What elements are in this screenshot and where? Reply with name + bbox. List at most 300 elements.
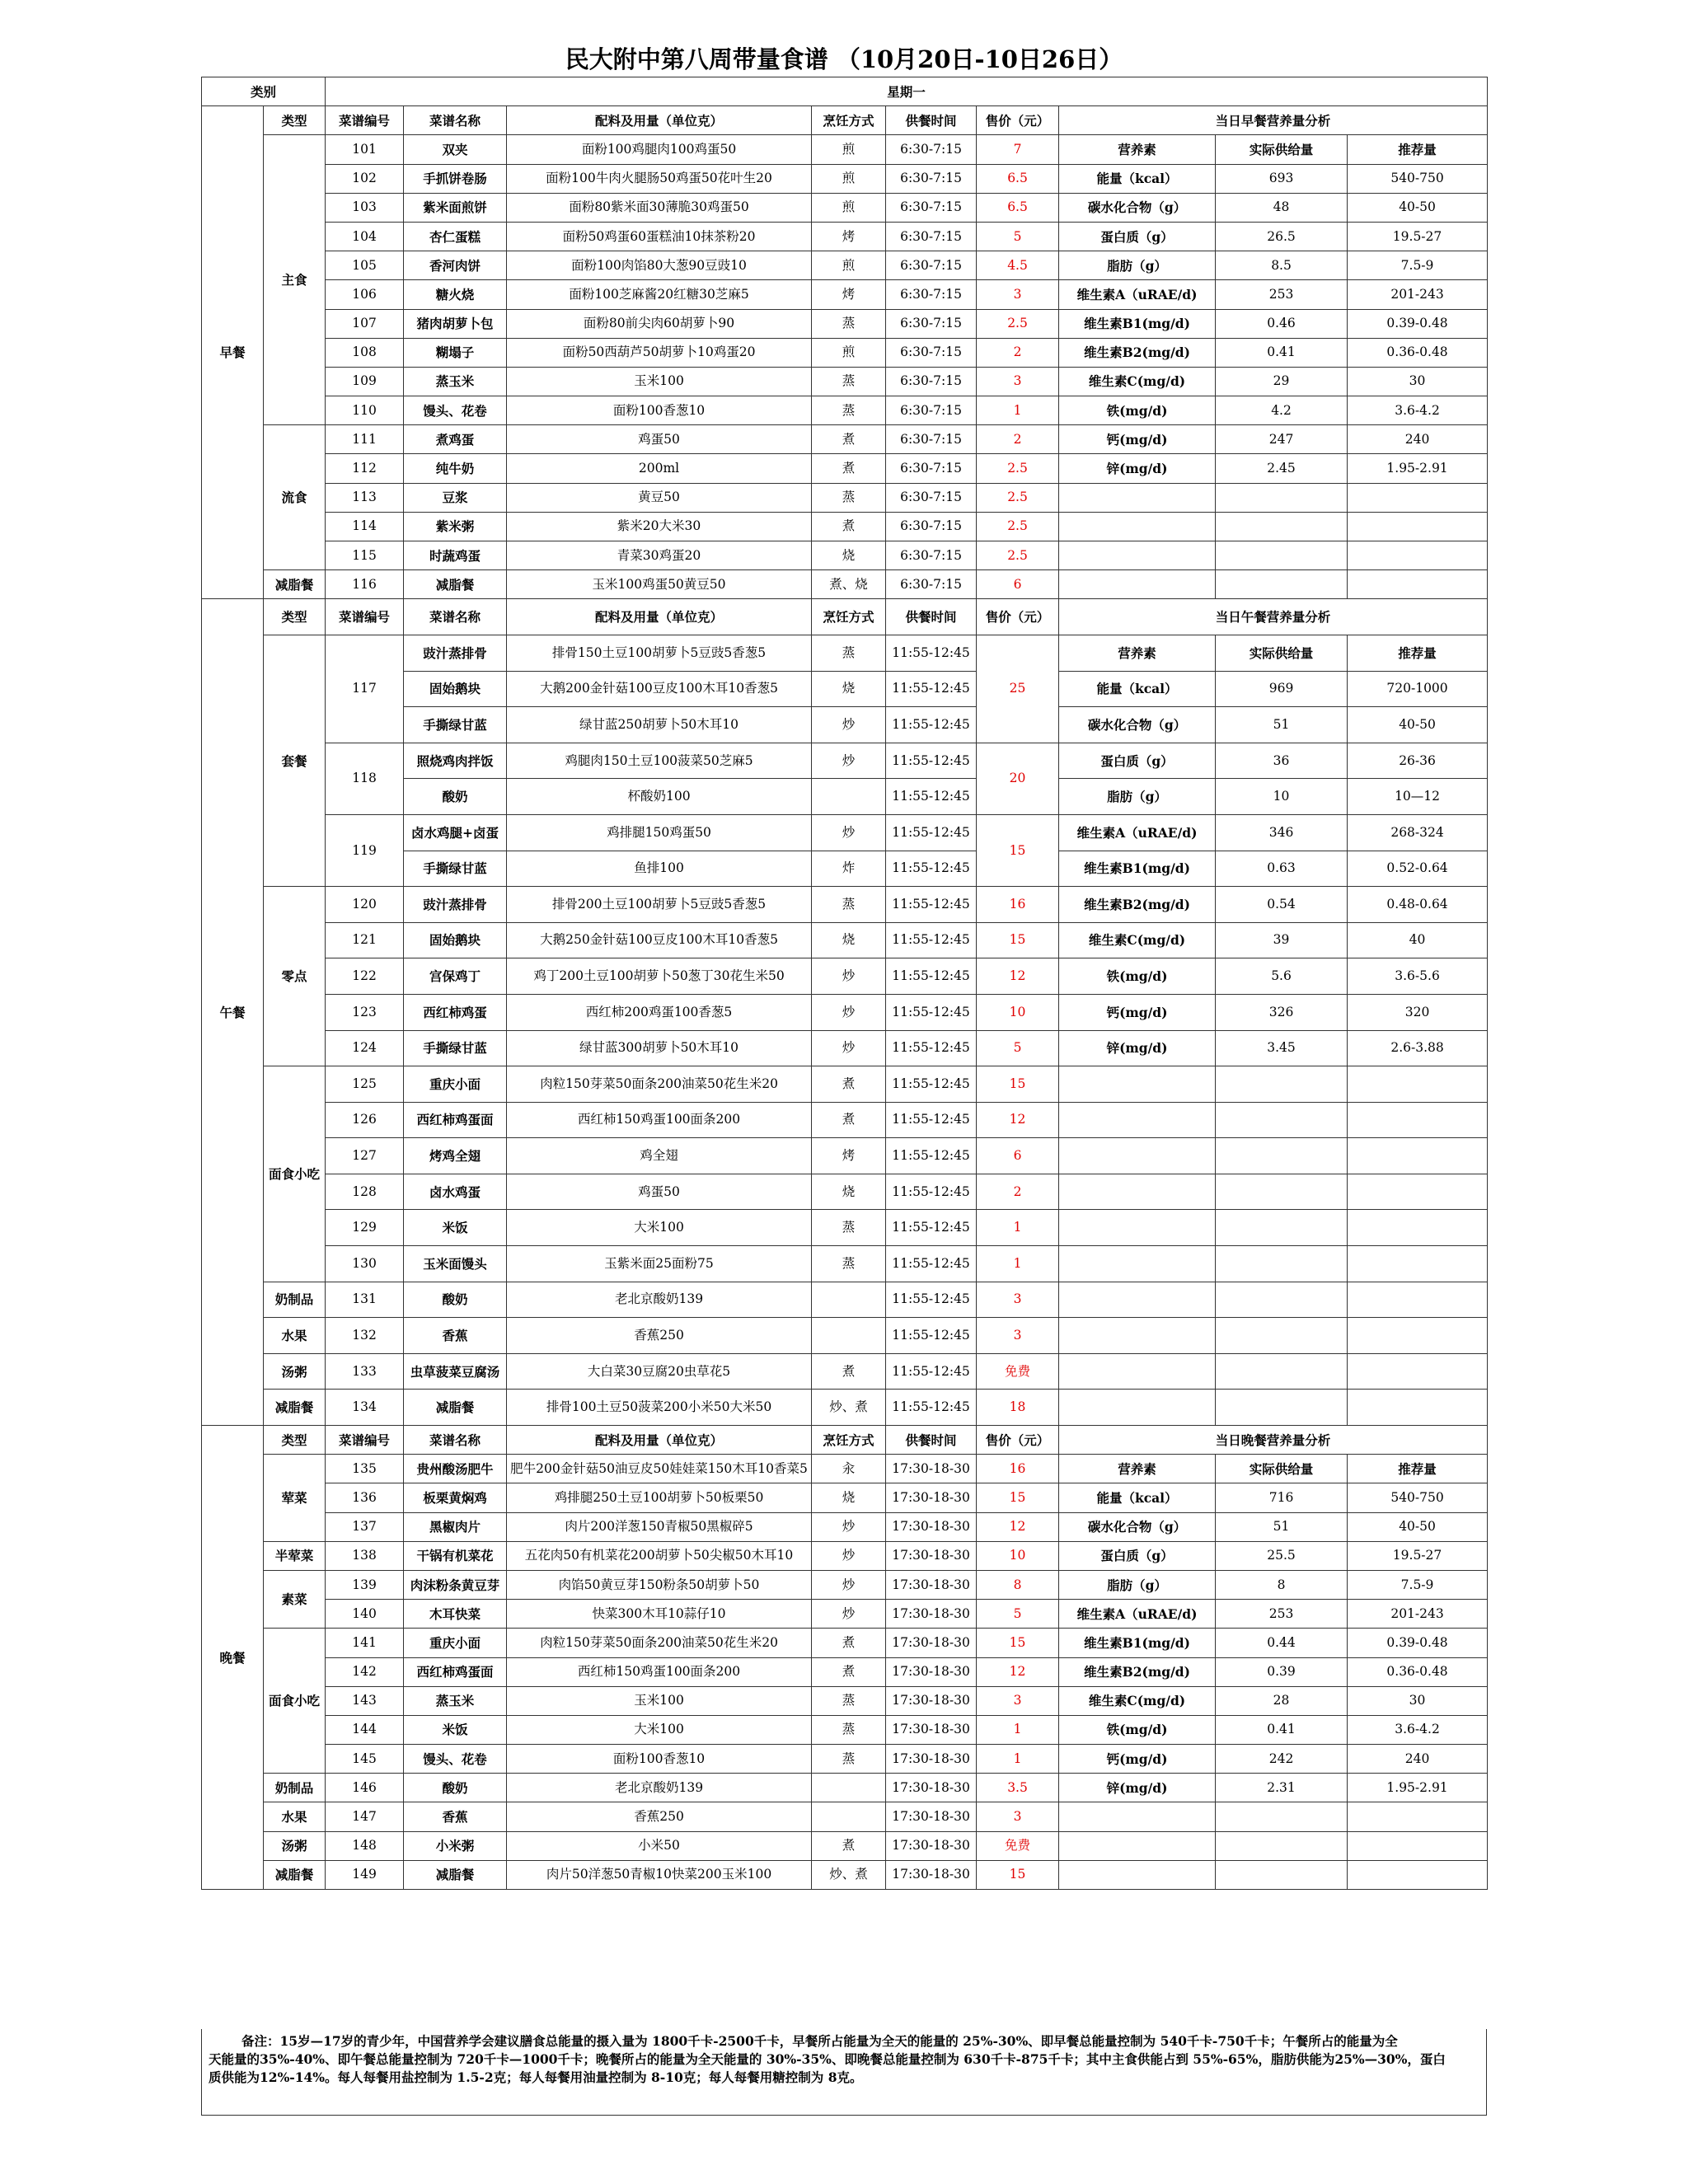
dish-price: 15 xyxy=(977,1629,1059,1657)
serving-time: 17:30-18-30 xyxy=(886,1600,977,1629)
serving-time: 17:30-18-30 xyxy=(886,1512,977,1541)
nutrient-recommended: 7.5-9 xyxy=(1348,1570,1488,1599)
dish-name: 重庆小面 xyxy=(404,1629,507,1657)
table-row xyxy=(202,1426,1488,1455)
dish-code: 122 xyxy=(326,958,404,995)
dish-ingredients: 鸡全翅 xyxy=(507,1138,812,1174)
dish-method: 炒、煮 xyxy=(812,1390,886,1426)
serving-time: 11:55-12:45 xyxy=(886,1210,977,1246)
dish-price: 15 xyxy=(977,814,1059,886)
nutrient-actual: 8 xyxy=(1216,1570,1348,1599)
empty-cell xyxy=(1348,1860,1488,1889)
dish-type: 零点 xyxy=(264,887,326,1066)
serving-time: 6:30-7:15 xyxy=(886,309,977,338)
dish-code: 135 xyxy=(326,1455,404,1483)
table-row xyxy=(202,570,1488,599)
dish-ingredients: 老北京酸奶139 xyxy=(507,1282,812,1318)
dish-method: 炒 xyxy=(812,1600,886,1629)
dish-name: 照烧鸡肉拌饭 xyxy=(404,743,507,779)
nutrient-actual: 253 xyxy=(1216,1600,1348,1629)
serving-time: 17:30-18-30 xyxy=(886,1629,977,1657)
empty-cell xyxy=(1216,512,1348,541)
dish-price: 16 xyxy=(977,887,1059,923)
table-row xyxy=(202,1657,1488,1686)
empty-cell xyxy=(1348,1390,1488,1426)
table-row xyxy=(202,635,1488,671)
nutrient-recommended: 240 xyxy=(1348,425,1488,454)
dish-method xyxy=(812,1282,886,1318)
dish-name: 重庆小面 xyxy=(404,1066,507,1103)
dish-ingredients: 玉米100 xyxy=(507,367,812,396)
nutrient-name: 维生素A（uRAE/d) xyxy=(1059,814,1216,851)
serving-time: 11:55-12:45 xyxy=(886,887,977,923)
dish-code: 119 xyxy=(326,814,404,886)
dish-name: 米饭 xyxy=(404,1210,507,1246)
dish-method: 炒 xyxy=(812,707,886,743)
nutrient-actual: 0.46 xyxy=(1216,309,1348,338)
serving-time: 11:55-12:45 xyxy=(886,994,977,1030)
actual-header: 实际供给量 xyxy=(1216,635,1348,671)
page-title: 民大附中第八周带量食谱 （10月20日-10日26日） xyxy=(565,45,1123,73)
nutrient-recommended: 268-324 xyxy=(1348,814,1488,851)
empty-cell xyxy=(1059,512,1216,541)
empty-cell xyxy=(1216,1831,1348,1860)
serving-time: 11:55-12:45 xyxy=(886,707,977,743)
dish-price: 3 xyxy=(977,1802,1059,1831)
dish-name: 蒸玉米 xyxy=(404,1686,507,1715)
name-header: 菜谱名称 xyxy=(404,599,507,635)
nutrient-recommended: 720-1000 xyxy=(1348,671,1488,707)
nutrient-name: 钙(mg/d) xyxy=(1059,1745,1216,1774)
dish-name: 酸奶 xyxy=(404,1282,507,1318)
dish-ingredients: 大鹅250金针菇100豆皮100木耳10香葱5 xyxy=(507,922,812,958)
dish-price: 6.5 xyxy=(977,164,1059,193)
table-row xyxy=(202,106,1488,135)
nutrient-name: 蛋白质（g） xyxy=(1059,222,1216,251)
remarks-note xyxy=(201,2029,1487,2116)
dish-ingredients: 面粉100芝麻酱20红糖30芝麻5 xyxy=(507,280,812,309)
nutrient-actual: 253 xyxy=(1216,280,1348,309)
method-header: 烹饪方式 xyxy=(812,1426,886,1455)
nutrient-recommended: 40-50 xyxy=(1348,707,1488,743)
dish-price: 15 xyxy=(977,1483,1059,1512)
dish-name: 减脂餐 xyxy=(404,1860,507,1889)
empty-cell xyxy=(1348,1066,1488,1103)
meal-label: 晚餐 xyxy=(202,1426,264,1890)
dish-ingredients: 西红柿200鸡蛋100香葱5 xyxy=(507,994,812,1030)
nutrient-recommended: 3.6-5.6 xyxy=(1348,958,1488,995)
dish-code: 146 xyxy=(326,1774,404,1802)
dish-ingredients: 黄豆50 xyxy=(507,483,812,512)
empty-cell xyxy=(1216,1246,1348,1282)
dish-price: 3 xyxy=(977,280,1059,309)
dish-method: 煎 xyxy=(812,251,886,280)
dish-ingredients: 面粉100肉馅80大葱90豆豉10 xyxy=(507,251,812,280)
dish-method: 煎 xyxy=(812,164,886,193)
dish-ingredients: 大米100 xyxy=(507,1715,812,1744)
empty-cell xyxy=(1216,1066,1348,1103)
dish-ingredients: 玉米100 xyxy=(507,1686,812,1715)
serving-time: 6:30-7:15 xyxy=(886,251,977,280)
dish-ingredients: 面粉80紫米面30薄脆30鸡蛋50 xyxy=(507,193,812,222)
dish-ingredients: 青菜30鸡蛋20 xyxy=(507,541,812,570)
empty-cell xyxy=(1348,1138,1488,1174)
dish-ingredients: 西红柿150鸡蛋100面条200 xyxy=(507,1102,812,1138)
dish-code: 137 xyxy=(326,1512,404,1541)
nutrient-actual: 3.45 xyxy=(1216,1030,1348,1066)
table-row xyxy=(202,1455,1488,1483)
dish-price: 3 xyxy=(977,367,1059,396)
dish-price: 8 xyxy=(977,1570,1059,1599)
dish-type: 流食 xyxy=(264,425,326,570)
serving-time: 6:30-7:15 xyxy=(886,135,977,164)
serving-time: 6:30-7:15 xyxy=(886,280,977,309)
name-header: 菜谱名称 xyxy=(404,1426,507,1455)
serving-time: 11:55-12:45 xyxy=(886,1102,977,1138)
table-row xyxy=(202,1600,1488,1629)
dish-code: 130 xyxy=(326,1246,404,1282)
dish-method: 蒸 xyxy=(812,1246,886,1282)
dish-method: 煮 xyxy=(812,1657,886,1686)
dish-method: 煮 xyxy=(812,454,886,483)
dish-method: 炒 xyxy=(812,1030,886,1066)
dish-price: 15 xyxy=(977,1860,1059,1889)
type-header: 类型 xyxy=(264,1426,326,1455)
table-row xyxy=(202,1030,1488,1066)
dish-ingredients: 五花肉50有机菜花200胡萝卜50尖椒50木耳10 xyxy=(507,1541,812,1570)
dish-price: 2.5 xyxy=(977,512,1059,541)
dish-code: 115 xyxy=(326,541,404,570)
dish-name: 肉沫粉条黄豆芽 xyxy=(404,1570,507,1599)
table-row xyxy=(202,222,1488,251)
serving-time: 11:55-12:45 xyxy=(886,1353,977,1390)
dish-price: 2.5 xyxy=(977,541,1059,570)
dish-code: 147 xyxy=(326,1802,404,1831)
dish-price: 12 xyxy=(977,1657,1059,1686)
serving-time: 17:30-18-30 xyxy=(886,1455,977,1483)
dish-code: 117 xyxy=(326,635,404,743)
dish-ingredients: 肥牛200金针菇50油豆皮50娃娃菜150木耳10香菜5 xyxy=(507,1455,812,1483)
nutrient-name: 铁(mg/d) xyxy=(1059,1715,1216,1744)
dish-name: 干锅有机菜花 xyxy=(404,1541,507,1570)
nutrient-recommended: 2.6-3.88 xyxy=(1348,1030,1488,1066)
nutrient-actual: 0.44 xyxy=(1216,1629,1348,1657)
dish-price: 3 xyxy=(977,1686,1059,1715)
table-row xyxy=(202,1774,1488,1802)
table-row xyxy=(202,1715,1488,1744)
dish-price: 10 xyxy=(977,994,1059,1030)
empty-cell xyxy=(1059,1802,1216,1831)
dish-price: 7 xyxy=(977,135,1059,164)
dish-type: 减脂餐 xyxy=(264,1390,326,1426)
dish-code: 140 xyxy=(326,1600,404,1629)
empty-cell xyxy=(1348,1353,1488,1390)
dish-type: 汤粥 xyxy=(264,1353,326,1390)
nutrient-name: 锌(mg/d) xyxy=(1059,1030,1216,1066)
serving-time: 6:30-7:15 xyxy=(886,164,977,193)
nutrition-title: 当日午餐营养量分析 xyxy=(1059,599,1488,635)
nutrient-actual: 0.41 xyxy=(1216,1715,1348,1744)
nutrient-recommended: 1.95-2.91 xyxy=(1348,454,1488,483)
nutrient-actual: 51 xyxy=(1216,1512,1348,1541)
serving-time: 11:55-12:45 xyxy=(886,671,977,707)
serving-time: 6:30-7:15 xyxy=(886,425,977,454)
dish-name: 煮鸡蛋 xyxy=(404,425,507,454)
dish-method: 煮 xyxy=(812,1353,886,1390)
dish-price: 15 xyxy=(977,922,1059,958)
dish-method: 烤 xyxy=(812,222,886,251)
serving-time: 6:30-7:15 xyxy=(886,222,977,251)
dish-price: 2.5 xyxy=(977,309,1059,338)
empty-cell xyxy=(1348,1210,1488,1246)
serving-time: 6:30-7:15 xyxy=(886,541,977,570)
nutrient-recommended: 40 xyxy=(1348,922,1488,958)
dish-ingredients: 大白菜30豆腐20虫草花5 xyxy=(507,1353,812,1390)
nutrient-recommended: 3.6-4.2 xyxy=(1348,396,1488,425)
table-row xyxy=(202,1246,1488,1282)
dish-ingredients: 面粉80前尖肉60胡萝卜90 xyxy=(507,309,812,338)
dish-code: 108 xyxy=(326,338,404,367)
dish-price: 1 xyxy=(977,1246,1059,1282)
dish-code: 139 xyxy=(326,1570,404,1599)
empty-cell xyxy=(1216,483,1348,512)
dish-code: 132 xyxy=(326,1318,404,1354)
dish-code: 114 xyxy=(326,512,404,541)
nutrient-actual: 716 xyxy=(1216,1483,1348,1512)
nutrient-actual: 48 xyxy=(1216,193,1348,222)
nutrition-title: 当日晚餐营养量分析 xyxy=(1059,1426,1488,1455)
table-row xyxy=(202,1686,1488,1715)
dish-name: 卤水鸡腿+卤蛋 xyxy=(404,814,507,851)
dish-ingredients: 鱼排100 xyxy=(507,851,812,887)
recommended-header: 推荐量 xyxy=(1348,1455,1488,1483)
dish-ingredients: 肉片50洋葱50青椒10快菜200玉米100 xyxy=(507,1860,812,1889)
dish-price: 免费 xyxy=(977,1831,1059,1860)
dish-price: 12 xyxy=(977,1512,1059,1541)
table-row xyxy=(202,1102,1488,1138)
nutrient-recommended: 201-243 xyxy=(1348,1600,1488,1629)
dish-method xyxy=(812,1802,886,1831)
dish-type: 素菜 xyxy=(264,1570,326,1628)
dish-code: 124 xyxy=(326,1030,404,1066)
serving-time: 17:30-18-30 xyxy=(886,1570,977,1599)
empty-cell xyxy=(1059,1210,1216,1246)
dish-name: 酸奶 xyxy=(404,779,507,815)
dish-method: 蒸 xyxy=(812,367,886,396)
serving-time: 6:30-7:15 xyxy=(886,367,977,396)
nutrient-name: 维生素B2(mg/d) xyxy=(1059,338,1216,367)
dish-method: 蒸 xyxy=(812,635,886,671)
serving-time: 11:55-12:45 xyxy=(886,922,977,958)
dish-name: 香蕉 xyxy=(404,1802,507,1831)
serving-time: 11:55-12:45 xyxy=(886,779,977,815)
dish-method: 蒸 xyxy=(812,483,886,512)
meal-label: 午餐 xyxy=(202,599,264,1426)
dish-method: 烧 xyxy=(812,541,886,570)
nutrient-name: 维生素B1(mg/d) xyxy=(1059,1629,1216,1657)
dish-name: 烤鸡全翅 xyxy=(404,1138,507,1174)
table-row xyxy=(202,599,1488,635)
dish-method: 煎 xyxy=(812,193,886,222)
dish-price: 2 xyxy=(977,425,1059,454)
dish-name: 宫保鸡丁 xyxy=(404,958,507,995)
nutrient-name: 钙(mg/d) xyxy=(1059,994,1216,1030)
method-header: 烹饪方式 xyxy=(812,106,886,135)
nutrient-actual: 25.5 xyxy=(1216,1541,1348,1570)
dish-method xyxy=(812,779,886,815)
nutrient-actual: 10 xyxy=(1216,779,1348,815)
serving-time: 11:55-12:45 xyxy=(886,851,977,887)
dish-name: 虫草菠菜豆腐汤 xyxy=(404,1353,507,1390)
dish-name: 糖火烧 xyxy=(404,280,507,309)
dish-type: 减脂餐 xyxy=(264,1860,326,1889)
dish-name: 馒头、花卷 xyxy=(404,396,507,425)
dish-code: 109 xyxy=(326,367,404,396)
ingredients-header: 配料及用量（单位克） xyxy=(507,1426,812,1455)
table-row xyxy=(202,280,1488,309)
dish-method xyxy=(812,1318,886,1354)
table-row xyxy=(202,1745,1488,1774)
empty-cell xyxy=(1216,1102,1348,1138)
dish-method: 烧 xyxy=(812,671,886,707)
table-row xyxy=(202,541,1488,570)
nutrient-name: 维生素B2(mg/d) xyxy=(1059,887,1216,923)
nutrient-recommended: 540-750 xyxy=(1348,1483,1488,1512)
nutrient-actual: 693 xyxy=(1216,164,1348,193)
dish-ingredients: 200ml xyxy=(507,454,812,483)
dish-type: 汤粥 xyxy=(264,1831,326,1860)
dish-method: 炒 xyxy=(812,814,886,851)
empty-cell xyxy=(1348,512,1488,541)
table-row xyxy=(202,512,1488,541)
dish-method: 煮 xyxy=(812,512,886,541)
serving-time: 6:30-7:15 xyxy=(886,193,977,222)
serving-time: 17:30-18-30 xyxy=(886,1774,977,1802)
dish-name: 馒头、花卷 xyxy=(404,1745,507,1774)
dish-method: 煎 xyxy=(812,338,886,367)
price-header: 售价（元） xyxy=(977,599,1059,635)
serving-time: 11:55-12:45 xyxy=(886,814,977,851)
dish-method: 煎 xyxy=(812,135,886,164)
nutrient-actual: 51 xyxy=(1216,707,1348,743)
dish-name: 卤水鸡蛋 xyxy=(404,1174,507,1210)
category-header: 类别 xyxy=(202,77,326,106)
serving-time: 11:55-12:45 xyxy=(886,1246,977,1282)
nutrient-recommended: 19.5-27 xyxy=(1348,222,1488,251)
nutrient-recommended: 201-243 xyxy=(1348,280,1488,309)
dish-ingredients: 肉粒150芽菜50面条200油菜50花生米20 xyxy=(507,1066,812,1103)
nutrient-name: 维生素B1(mg/d) xyxy=(1059,851,1216,887)
dish-type: 减脂餐 xyxy=(264,570,326,599)
table-row xyxy=(202,193,1488,222)
dish-code: 112 xyxy=(326,454,404,483)
nutrient-name: 维生素C(mg/d) xyxy=(1059,922,1216,958)
empty-cell xyxy=(1059,1390,1216,1426)
dish-name: 固始鹅块 xyxy=(404,922,507,958)
dish-name: 贵州酸汤肥牛 xyxy=(404,1455,507,1483)
dish-code: 127 xyxy=(326,1138,404,1174)
dish-price: 3 xyxy=(977,1282,1059,1318)
nutrient-actual: 29 xyxy=(1216,367,1348,396)
dish-method: 炒 xyxy=(812,1570,886,1599)
table-row xyxy=(202,1860,1488,1889)
dish-price: 1 xyxy=(977,1745,1059,1774)
dish-method: 烧 xyxy=(812,922,886,958)
serving-time: 17:30-18-30 xyxy=(886,1483,977,1512)
nutrient-recommended: 540-750 xyxy=(1348,164,1488,193)
table-row xyxy=(202,1066,1488,1103)
nutrient-name: 锌(mg/d) xyxy=(1059,454,1216,483)
nutrient-actual: 247 xyxy=(1216,425,1348,454)
note-line: 天能量的35%-40%、即午餐总能量控制为 720千卡—1000千卡；晚餐所占的能量为全天能量的 30%-35%、即晚餐总能量控制为 630千卡-875千卡；其中主食供能占到 55%-65%，脂肪供能为25%—30%，蛋白 xyxy=(209,2051,1446,2067)
table-row xyxy=(202,887,1488,923)
dish-price: 5 xyxy=(977,1030,1059,1066)
dish-price: 5 xyxy=(977,222,1059,251)
dish-name: 糊塌子 xyxy=(404,338,507,367)
nutrient-actual: 2.31 xyxy=(1216,1774,1348,1802)
price-header: 售价（元） xyxy=(977,1426,1059,1455)
dish-method: 煮、烧 xyxy=(812,570,886,599)
empty-cell xyxy=(1059,1174,1216,1210)
dish-code: 105 xyxy=(326,251,404,280)
dish-code: 136 xyxy=(326,1483,404,1512)
table-row xyxy=(202,1629,1488,1657)
dish-name: 固始鹅块 xyxy=(404,671,507,707)
recommended-header: 推荐量 xyxy=(1348,135,1488,164)
dish-method: 煮 xyxy=(812,425,886,454)
table-row xyxy=(202,1512,1488,1541)
dish-method: 烤 xyxy=(812,1138,886,1174)
serving-time: 11:55-12:45 xyxy=(886,1174,977,1210)
dish-ingredients: 面粉50西葫芦50胡萝卜10鸡蛋20 xyxy=(507,338,812,367)
nutrient-recommended: 1.95-2.91 xyxy=(1348,1774,1488,1802)
dish-method: 炒 xyxy=(812,1541,886,1570)
nutrient-actual: 4.2 xyxy=(1216,396,1348,425)
nutrient-name: 维生素A（uRAE/d) xyxy=(1059,1600,1216,1629)
ingredients-header: 配料及用量（单位克） xyxy=(507,599,812,635)
nutrient-name: 蛋白质（g） xyxy=(1059,743,1216,779)
dish-name: 双夹 xyxy=(404,135,507,164)
table-row xyxy=(202,922,1488,958)
nutrient-actual: 26.5 xyxy=(1216,222,1348,251)
empty-cell xyxy=(1348,1246,1488,1282)
dish-ingredients: 排骨200土豆100胡萝卜5豆豉5香葱5 xyxy=(507,887,812,923)
name-header: 菜谱名称 xyxy=(404,106,507,135)
nutrient-actual: 242 xyxy=(1216,1745,1348,1774)
dish-price: 16 xyxy=(977,1455,1059,1483)
dish-price: 2 xyxy=(977,1174,1059,1210)
dish-method: 炒 xyxy=(812,743,886,779)
dish-price: 6 xyxy=(977,570,1059,599)
dish-ingredients: 肉粒150芽菜50面条200油菜50花生米20 xyxy=(507,1629,812,1657)
empty-cell xyxy=(1059,1066,1216,1103)
nutrient-recommended: 30 xyxy=(1348,1686,1488,1715)
nutrient-recommended: 26-36 xyxy=(1348,743,1488,779)
dish-ingredients: 紫米20大米30 xyxy=(507,512,812,541)
dish-name: 西红柿鸡蛋面 xyxy=(404,1102,507,1138)
nutrient-actual: 5.6 xyxy=(1216,958,1348,995)
dish-code: 149 xyxy=(326,1860,404,1889)
dish-type: 荤菜 xyxy=(264,1455,326,1542)
price-header: 售价（元） xyxy=(977,106,1059,135)
dish-method: 炒、煮 xyxy=(812,1860,886,1889)
empty-cell xyxy=(1348,1102,1488,1138)
serving-time: 17:30-18-30 xyxy=(886,1541,977,1570)
ingredients-header: 配料及用量（单位克） xyxy=(507,106,812,135)
dish-name: 米饭 xyxy=(404,1715,507,1744)
dish-price: 2.5 xyxy=(977,454,1059,483)
serving-time: 6:30-7:15 xyxy=(886,338,977,367)
